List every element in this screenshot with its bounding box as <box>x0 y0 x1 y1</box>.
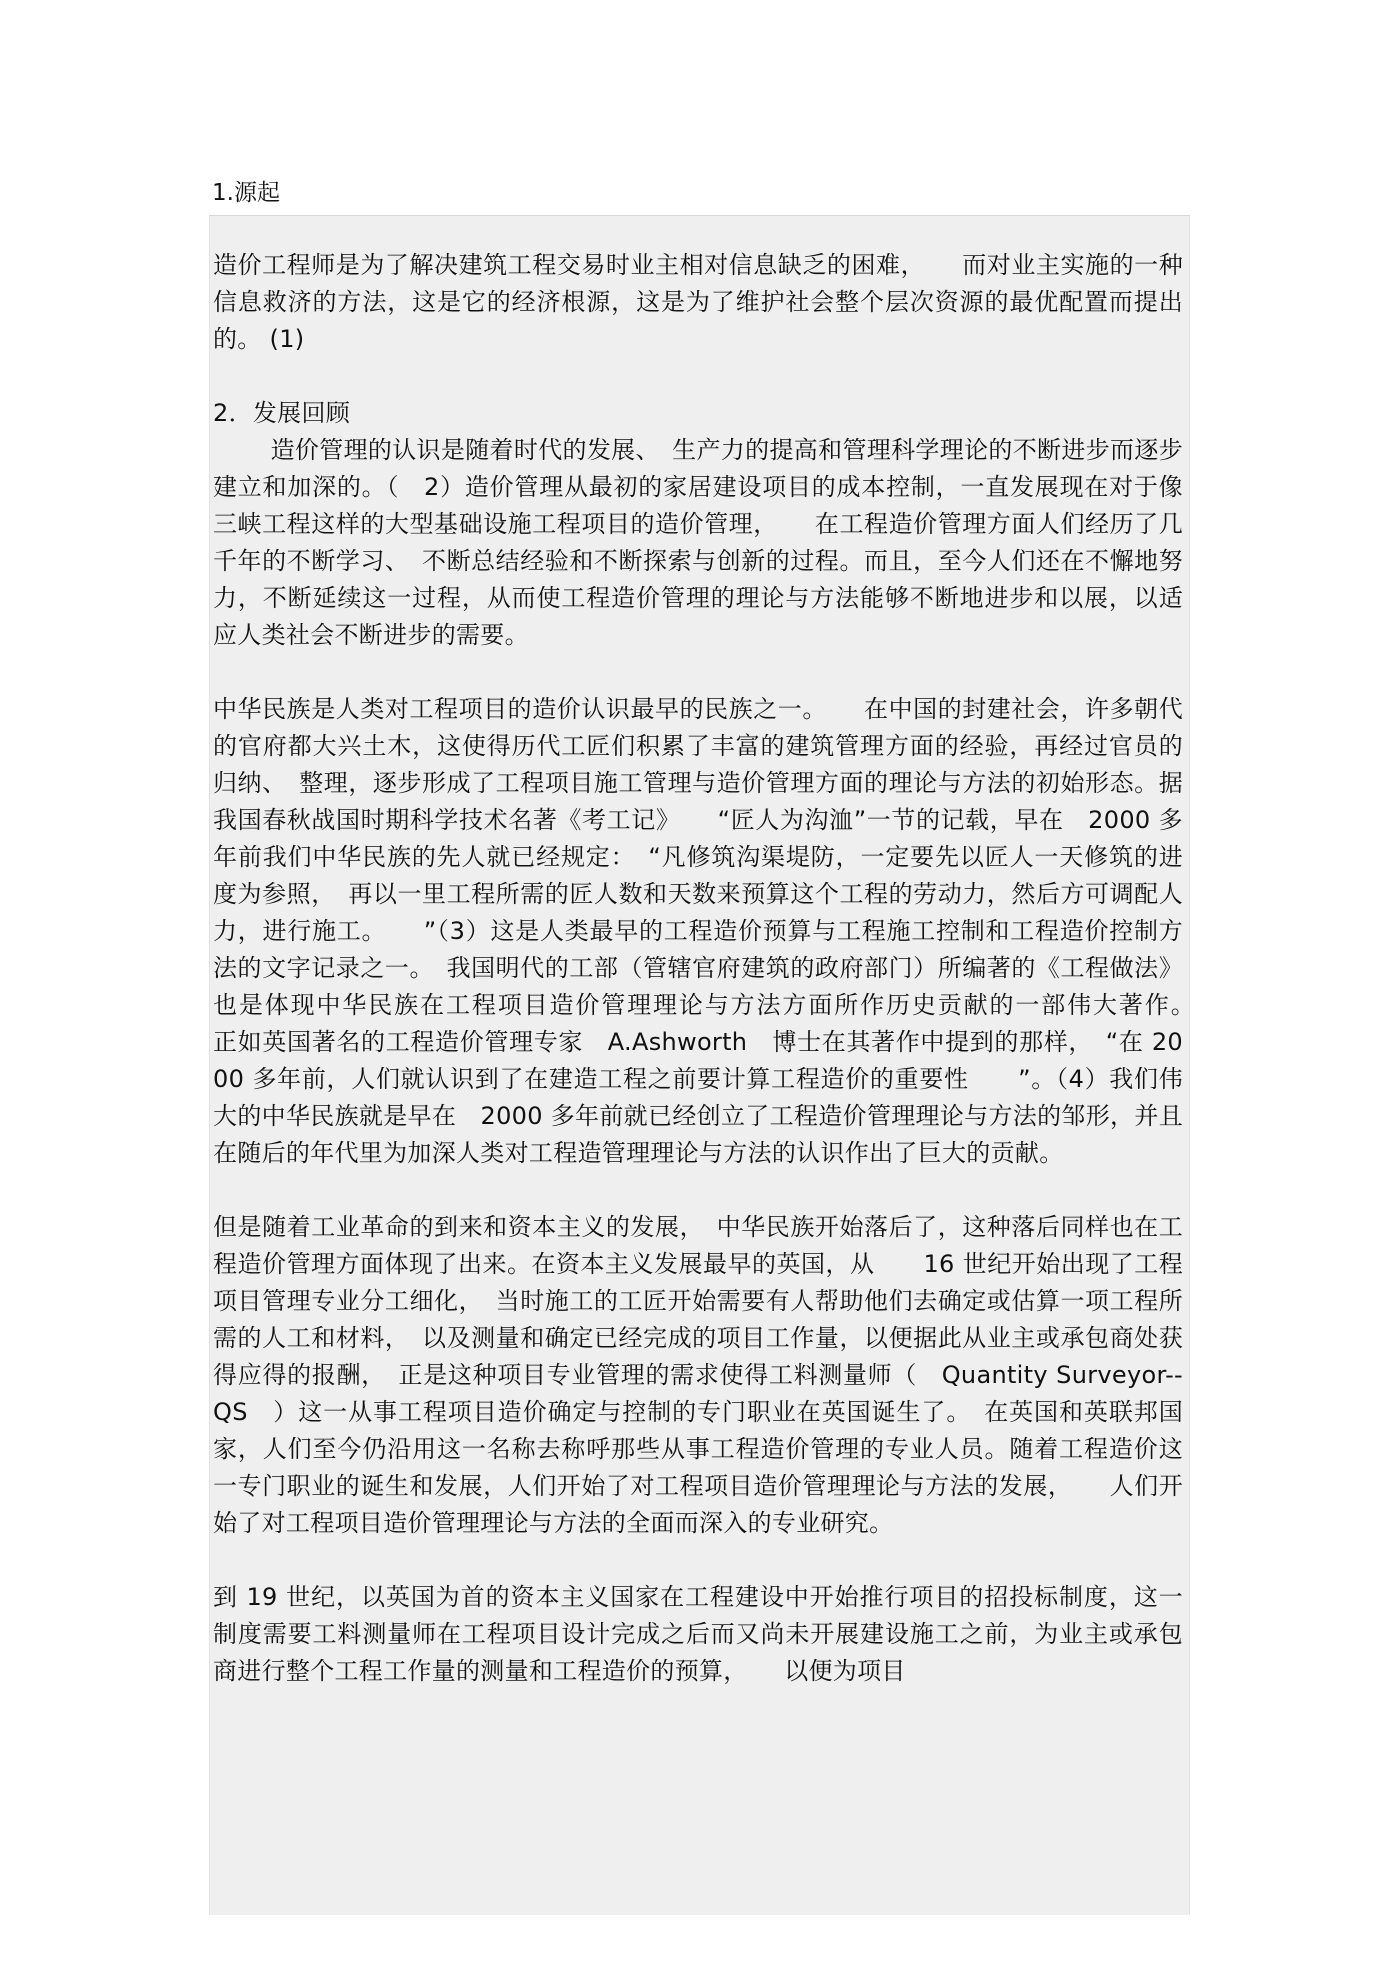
content-box <box>209 215 1232 1915</box>
paragraph-nineteenth-century: 到 19 世纪，以英国为首的资本主义国家在工程建设中开始推行项目的招投标制度，这一制度需要工料测量师在工程项目设计完成之后而又尚未开展建设施工之前，为业主或承包商进行整个工程工作量的测量和工程造价的预算， 以便为项目 <box>213 1583 1183 1685</box>
paragraph-origin: 造价工程师是为了解决建筑工程交易时业主相对信息缺乏的困难， 而对业主实施的一种信息救济的方法，这是它的经济根源，这是为了维护社会整个层次资源的最优配置而提出的。 (1) <box>213 251 1183 353</box>
section-title: 1.源起 <box>212 180 280 206</box>
heading-development-review: 2．发展回顾 <box>213 399 351 427</box>
paragraph-china-history: 中华民族是人类对工程项目的造价认识最早的民族之一。 在中国的封建社会，许多朝代的官府都大兴土木，这使得历代工匠们积累了丰富的建筑管理方面的经验，再经过官员的归纳、 整理，逐步形成了工程项目施工管理与造价管理方面的理论与方法的初始形态。据我国春秋战国时期科学技术名著《考工记》 “匠人为沟洫”一节的记载，早在 2000 多年前我们中华民族的先人就已经规定： “凡修筑沟渠堤防，一定要先以匠人一天修筑的进度为参照， 再以一里工程所需的匠人数和天数来预算这个工程的劳动力，然后方可调配人力，进行施工。 ”（3）这是人类最早的工程造价预算与工程施工控制和工程造价控制方法的文字记录之一。 我国明代的工部（管辖官府建筑的政府部门）所编著的《工程做法》也是体现中华民族在工程项目造价管理理论与方法方面所作历史贡献的一部伟大著作。 正如英国著名的工程造价管理专家 A.Ashworth 博士在其著作中提到的那样， “在 2000 多年前，人们就认识到了在建造工程之前要计算工程造价的重要性 ”。（4）我们伟大的中华民族就是早在 2000 多年前就已经创立了工程造价管理理论与方法的邹形，并且在随后的年代里为加深人类对工程造管理理论与方法的认识作出了巨大的贡献。 <box>213 695 1232 1167</box>
paragraph-britain-history: 但是随着工业革命的到来和资本主义的发展， 中华民族开始落后了，这种落后同样也在工程造价管理方面体现了出来。在资本主义发展最早的英国，从 16 世纪开始出现了工程项目管理专业分工细化， 当时施工的工匠开始需要有人帮助他们去确定或估算一项工程所需的人工和材料， 以及测量和确定已经完成的项目工作量，以便据此从业主或承包商处获得应得的报酬， 正是这种项目专业管理的需求使得工料测量师（ Quantity Surveyor--QS ）这一从事工程项目造价确定与控制的专门职业在英国诞生了。 在英国和英联邦国家，人们至今仍沿用这一名称去称呼那些从事工程造价管理的专业人员。随着工程造价这一专门职业的诞生和发展，人们开始了对工程项目造价管理理论与方法的发展， 人们开始了对工程项目造价管理理论与方法的全面而深入的专业研究。 <box>213 1213 1183 1537</box>
paragraph-history-body: 造价管理的认识是随着时代的发展、 生产力的提高和管理科学理论的不断进步而逐步建立和加深的。（ 2）造价管理从最初的家居建设项目的成本控制，一直发展现在对于像三峡工程这样的大型基础设施工程项目的造价管理， 在工程造价管理方面人们经历了几千年的不断学习、 不断总结经验和不断探索与创新的过程。而且，至今人们还在不懈地努力，不断延续这一过程，从而使工程造价管理的理论与方法能够不断地进步和以展，以适应人类社会不断进步的需要。 <box>213 436 1183 649</box>
